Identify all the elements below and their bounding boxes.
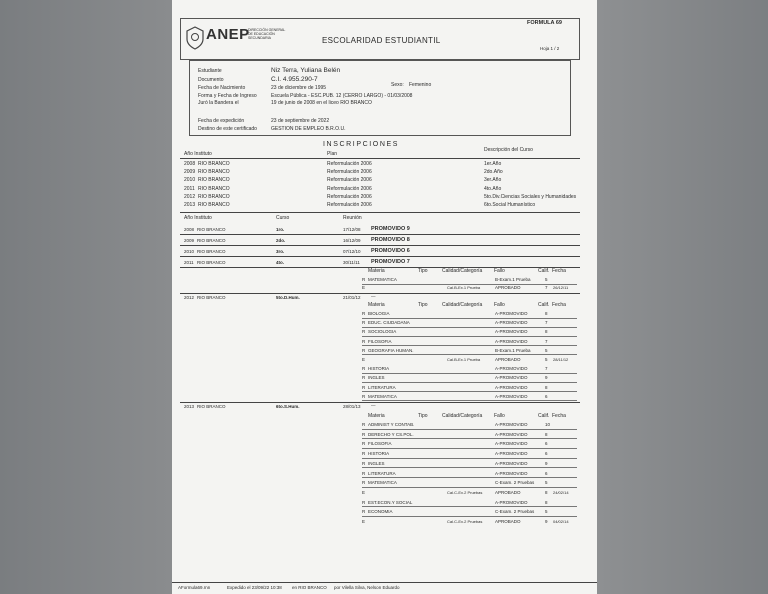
mat-fallo: C-Exam. 2 Pruebas — [495, 509, 535, 515]
mat-header-tipo: Tipo — [418, 413, 428, 419]
mat-divider — [362, 448, 577, 449]
insc-desc: 3er.Año — [484, 177, 502, 184]
mat-prefix: R — [362, 460, 366, 466]
mat-calif: 5 — [545, 480, 548, 486]
mat-prefix: R — [362, 375, 366, 381]
mat-divider — [362, 345, 577, 346]
mat-prefix: R — [362, 470, 366, 476]
curso-fecha: 30/11/11 — [343, 260, 360, 265]
curso-result: PROMOVIDO 8 — [371, 237, 410, 243]
mat-header-fecha: Fecha — [552, 302, 566, 308]
mat-fallo: A-PROMOVIDO — [495, 422, 528, 427]
mat-prefix: R — [362, 320, 366, 326]
insc-header-plan: Plan — [327, 151, 338, 157]
insc-inst: RIO BRANCO — [198, 185, 230, 192]
insc-inst: RIO BRANCO — [198, 169, 230, 176]
curso-inst: RIO BRANCO — [197, 260, 226, 265]
mat-fallo: C-Exam. 2 Pruebas — [495, 480, 535, 486]
mat-fallo: A-PROMOVIDO — [495, 320, 528, 326]
mat-divider — [362, 327, 577, 328]
insc-plan: Reformulación 2006 — [327, 193, 372, 200]
curso-inst: RIO BRANCO — [197, 249, 226, 254]
mat-calif: 5 — [545, 509, 548, 515]
background-right — [597, 0, 768, 594]
curso-nivel: 2do. — [276, 238, 286, 243]
mat-fecha: 24/02/14 — [553, 489, 569, 495]
block-result: — — [371, 403, 376, 408]
curso-inst: RIO BRANCO — [197, 227, 226, 232]
mat-fallo: A-PROMOVIDO — [495, 499, 528, 505]
mat-prefix: R — [362, 480, 366, 486]
mat-materia: SOCIOLOGIA — [368, 329, 397, 335]
mat-divider — [362, 391, 577, 392]
curso-year: 2011 — [184, 260, 194, 265]
insc-plan: Reformulación 2006 — [327, 185, 372, 192]
cursos-divider-top — [180, 212, 580, 213]
mat-fallo: A-PROMOVIDO — [495, 431, 528, 437]
mat-prefix: R — [362, 431, 366, 437]
mat-calif: 8 — [545, 311, 548, 316]
mat-prefix: R — [362, 384, 366, 390]
mat-fallo: A-PROMOVIDO — [495, 451, 528, 457]
mat-header-tipo: Tipo — [418, 268, 428, 274]
insc-desc: 5to.Div.Ciencias Sociales y Humanidades — [484, 193, 577, 200]
student-label: Forma y Fecha de Ingreso — [198, 92, 257, 99]
mat-fallo: APROBADO — [495, 519, 521, 524]
block-divider — [180, 293, 580, 294]
mat-calif: 9 — [545, 460, 548, 466]
mat-calif: 7 — [545, 285, 548, 290]
footer-divider — [172, 582, 597, 583]
mat-fallo: A-PROMOVIDO — [495, 329, 528, 335]
mat-fallo: A-PROMOVIDO — [495, 460, 528, 466]
mat-prefix: R — [362, 366, 366, 372]
curso-result: PROMOVIDO 9 — [371, 226, 410, 232]
mat-fallo: B-Exam.1 Prueba — [495, 277, 531, 282]
mat-prefix: R — [362, 277, 366, 282]
mat-materia: LITERATURA — [368, 384, 396, 390]
student-value: Niz Terra, Yuliana Belén — [271, 67, 341, 74]
mat-header-fecha: Fecha — [552, 268, 566, 274]
mat-header-materia: Materia — [368, 268, 385, 274]
footer-place: en RIO BRANCO — [292, 585, 327, 590]
insc-desc: 4to.Año — [484, 185, 502, 192]
mat-fallo: A-PROMOVIDO — [495, 470, 528, 476]
block-fecha: 21/01/12 — [343, 295, 361, 300]
mat-fecha: 28/11/12 — [553, 357, 569, 362]
insc-year: 2013 — [184, 202, 196, 208]
insc-divider — [180, 158, 580, 159]
mat-divider — [362, 506, 577, 507]
curso-fecha: 17/12/08 — [343, 227, 361, 232]
curso-divider — [180, 256, 580, 257]
mat-calif: 6 — [545, 393, 548, 399]
insc-desc: 6to.Social Humanístico — [484, 202, 536, 208]
block-inst: RIO BRANCO — [197, 295, 226, 300]
block-curso: 5to.D.Hum. — [276, 295, 300, 300]
insc-header-year: Año Instituto — [184, 151, 212, 157]
student-label: Documento — [198, 76, 224, 83]
mat-fecha: 26/12/11 — [553, 285, 569, 290]
mat-materia: FILOSOFIA — [368, 441, 392, 447]
mat-divider — [362, 467, 577, 468]
footer-code: AFormula69.rnn — [178, 585, 211, 590]
insc-inst: RIO BRANCO — [198, 202, 230, 208]
curso-nivel: 1ro. — [276, 227, 285, 232]
curso-divider — [180, 245, 580, 246]
brand-sub-3: SECUNDARIA — [248, 36, 271, 40]
brand-sub-1: DIRECCIÓN GENERAL — [248, 28, 286, 32]
curso-divider — [180, 234, 580, 235]
mat-header-calif: Calif. — [538, 413, 550, 419]
mat-prefix: E — [362, 285, 366, 290]
insc-desc: 2do.Año — [484, 169, 503, 176]
mat-header-fallo: Fallo — [494, 302, 505, 308]
mat-calif: 5 — [545, 357, 548, 362]
mat-prefix: R — [362, 347, 366, 353]
mat-header-calif: Calif. — [538, 302, 550, 308]
mat-divider — [362, 382, 577, 383]
block-fecha: 28/01/13 — [343, 404, 361, 409]
document-page — [172, 0, 597, 594]
student-label: Fecha de Nacimiento — [198, 85, 246, 91]
mat-materia: EST.ECON.Y SOCIAL — [368, 499, 413, 505]
mat-materia: INGLES — [368, 460, 385, 466]
insc-year: 2012 — [184, 193, 196, 200]
mat-fallo: A-PROMOVIDO — [495, 441, 528, 447]
curso-year: 2008 — [184, 227, 195, 232]
inscripciones-title: INSCRIPCIONES — [323, 141, 400, 148]
mat-materia: MATEMATICA — [368, 480, 397, 486]
student-value: 19 de junio de 2008 en el liceo RIO BRANCO — [271, 100, 372, 106]
mat-header-materia: Materia — [368, 302, 385, 308]
mat-calif: 8 — [545, 384, 548, 390]
mat-materia: HISTORIA — [368, 366, 390, 372]
student-extra-value: Femenino — [409, 82, 432, 88]
mat-prefix: R — [362, 499, 366, 505]
mat-divider — [362, 354, 577, 355]
mat-materia: HISTORIA — [368, 451, 390, 457]
cursos-header-reunion: Reunión — [343, 215, 362, 221]
curso-year: 2009 — [184, 238, 195, 243]
mat-fallo: APROBADO — [495, 285, 521, 290]
mat-calif: 6 — [545, 470, 548, 476]
mat-prefix: E — [362, 519, 366, 524]
mat-prefix: E — [362, 357, 366, 362]
block-result: — — [371, 294, 376, 299]
mat-materia: LITERATURA — [368, 470, 396, 476]
mat-prefix: E — [362, 489, 366, 495]
issue-value: 23 de septiembre de 2022 — [271, 118, 330, 124]
mat-prefix: R — [362, 441, 366, 447]
mat-calif: 8 — [545, 431, 548, 437]
insc-inst: RIO BRANCO — [198, 161, 230, 167]
insc-inst: RIO BRANCO — [198, 193, 230, 200]
mat-calif: 8 — [545, 489, 548, 495]
mat-header-calidad: Calidad/Categoría — [442, 302, 483, 308]
curso-nivel: 3ro. — [276, 249, 285, 254]
mat-materia: INGLES — [368, 375, 385, 381]
document-title: ESCOLARIDAD ESTUDIANTIL — [322, 36, 441, 45]
mat-divider — [362, 429, 577, 430]
mat-calif: 8 — [545, 329, 548, 335]
insc-year: 2008 — [184, 161, 196, 167]
curso-fecha: 16/12/09 — [343, 238, 361, 243]
mat-materia: MATEMATICA — [368, 393, 397, 399]
mat-header-calidad: Calidad/Categoría — [442, 268, 483, 274]
mat-prefix: R — [362, 338, 366, 344]
insc-desc: 1er.Año — [484, 161, 502, 167]
curso-result: PROMOVIDO 6 — [371, 248, 410, 254]
curso-nivel: 4to. — [276, 260, 285, 265]
student-value: 23 de diciembre de 1995 — [271, 85, 327, 91]
insc-year: 2011 — [184, 185, 195, 192]
mat-fallo: APROBADO — [495, 489, 521, 495]
student-label: Juró la Bandera el — [198, 100, 239, 106]
mat-fallo: A-PROMOVIDO — [495, 338, 528, 344]
mat-materia: ECONOMIA — [368, 509, 393, 515]
curso-fecha: 07/12/10 — [343, 249, 361, 254]
mat-materia: GEOGRAFIA HUMAN. — [368, 347, 414, 353]
mat-fecha: 04/02/14 — [553, 519, 569, 524]
mat-header-fecha: Fecha — [552, 413, 566, 419]
mat-fallo: APROBADO — [495, 357, 521, 362]
mat-header-materia: Materia — [368, 413, 385, 419]
mat-prefix: R — [362, 509, 366, 515]
mat-divider — [362, 373, 577, 374]
mat-calif: 9 — [545, 519, 548, 524]
mat-divider — [362, 477, 577, 478]
curso-result: PROMOVIDO 7 — [371, 259, 410, 265]
mat-divider — [362, 438, 577, 439]
mat-fallo: B-Exam.1 Prueba — [495, 347, 531, 353]
mat-fallo: A-PROMOVIDO — [495, 384, 528, 390]
background-left — [0, 0, 172, 594]
brand-sub-2: DE EDUCACIÓN — [248, 32, 275, 36]
insc-plan: Reformulación 2006 — [327, 161, 372, 167]
insc-plan: Reformulación 2006 — [327, 202, 372, 208]
mat-fallo: A-PROMOVIDO — [495, 311, 528, 316]
mat-materia: FILOSOFIA — [368, 338, 392, 344]
curso-year: 2010 — [184, 249, 195, 254]
block-inst: RIO BRANCO — [197, 404, 226, 409]
cursos-header-year: Año Instituto — [184, 215, 212, 221]
mat-calif: 6 — [545, 441, 548, 447]
mat-divider — [362, 458, 577, 459]
block-year: 2012 — [184, 295, 195, 300]
footer-by: por Vilella Silva, Nelson Eduardo — [334, 585, 400, 590]
mat-calif: 6 — [545, 451, 548, 457]
mat-divider — [362, 336, 577, 337]
mat-calif: 8 — [545, 499, 548, 505]
mat-divider — [362, 487, 577, 488]
student-value: C.I. 4.955.290-7 — [271, 75, 318, 83]
insc-plan: Reformulación 2006 — [327, 169, 372, 176]
mat-calidad: Cal.C-Ex.2 Pruebas — [447, 489, 483, 495]
block-curso: 6to.S.Hum. — [276, 404, 300, 409]
mat-calif: 7 — [545, 338, 548, 344]
mat-calidad: Cal.B-Ex.1 Prueba — [447, 357, 481, 362]
mat-divider — [362, 516, 577, 517]
insc-year: 2009 — [184, 169, 196, 176]
mat-materia: MATEMATICA — [368, 277, 397, 282]
insc-inst: RIO BRANCO — [198, 177, 230, 184]
form-code: FORMULA 69 — [527, 20, 562, 26]
page-number: Hoja 1 / 2 — [540, 46, 560, 51]
mat-divider — [362, 318, 577, 319]
mat-fallo: A-PROMOVIDO — [495, 366, 528, 372]
mat-fallo: A-PROMOVIDO — [495, 375, 528, 381]
mat-materia: ADMINIST Y CONTAB. — [368, 422, 415, 427]
mat-prefix: R — [362, 422, 366, 427]
mat-calif: 5 — [545, 347, 548, 353]
anep-shield-icon — [185, 26, 205, 50]
mat-calif: 5 — [545, 277, 548, 282]
mat-fallo: A-PROMOVIDO — [495, 393, 528, 399]
cursos-header-curso: Curso — [276, 215, 290, 221]
anep-logo — [185, 26, 205, 55]
mat-calidad: Cal.C-Ex.2 Pruebas — [447, 519, 483, 524]
mat-materia: DERECHO Y CS.POL. — [368, 431, 414, 437]
mat-header-fallo: Fallo — [494, 268, 505, 274]
insc-header-desc: Descripción del Curso — [484, 147, 533, 153]
mat-calif: 9 — [545, 375, 548, 381]
brand-name: ANEP — [206, 26, 250, 43]
mat-prefix: R — [362, 329, 366, 335]
mat-header-calidad: Calidad/Categoría — [442, 413, 483, 419]
mat-header-calif: Calif. — [538, 268, 550, 274]
footer-issued: Expedido el 23/09/22 10:38 — [227, 585, 282, 590]
mat-materia: BIOLOGIA — [368, 311, 390, 316]
mat-materia: EDUC. CIUDADANA — [368, 320, 410, 326]
mat-prefix: R — [362, 451, 366, 457]
student-extra-label: Sexo: — [391, 82, 404, 88]
mat-calidad: Cal.B-Ex.1 Prueba — [447, 285, 481, 290]
block-year: 2013 — [184, 404, 195, 409]
mat-prefix: R — [362, 311, 366, 316]
curso-inst: RIO BRANCO — [197, 238, 226, 243]
mat-header-tipo: Tipo — [418, 302, 428, 308]
block-divider — [180, 402, 580, 403]
issue-value: GESTION DE EMPLEO B.R.O.U. — [271, 125, 346, 132]
mat-calif: 7 — [545, 320, 548, 326]
mat-calif: 7 — [545, 366, 548, 372]
insc-plan: Reformulación 2006 — [327, 177, 372, 184]
student-label: Estudiante — [198, 68, 222, 74]
mat-prefix: R — [362, 393, 366, 399]
student-value: Escuela Pública - ESC.PUB. 12 (CERRO LARGO) - 01/03/2008 — [271, 92, 413, 99]
issue-label: Fecha de expedición — [198, 118, 245, 124]
mat-header-fallo: Fallo — [494, 413, 505, 419]
insc-year: 2010 — [184, 177, 196, 184]
mat-calif: 10 — [545, 422, 551, 427]
issue-label: Destino de este certificado — [198, 125, 257, 132]
